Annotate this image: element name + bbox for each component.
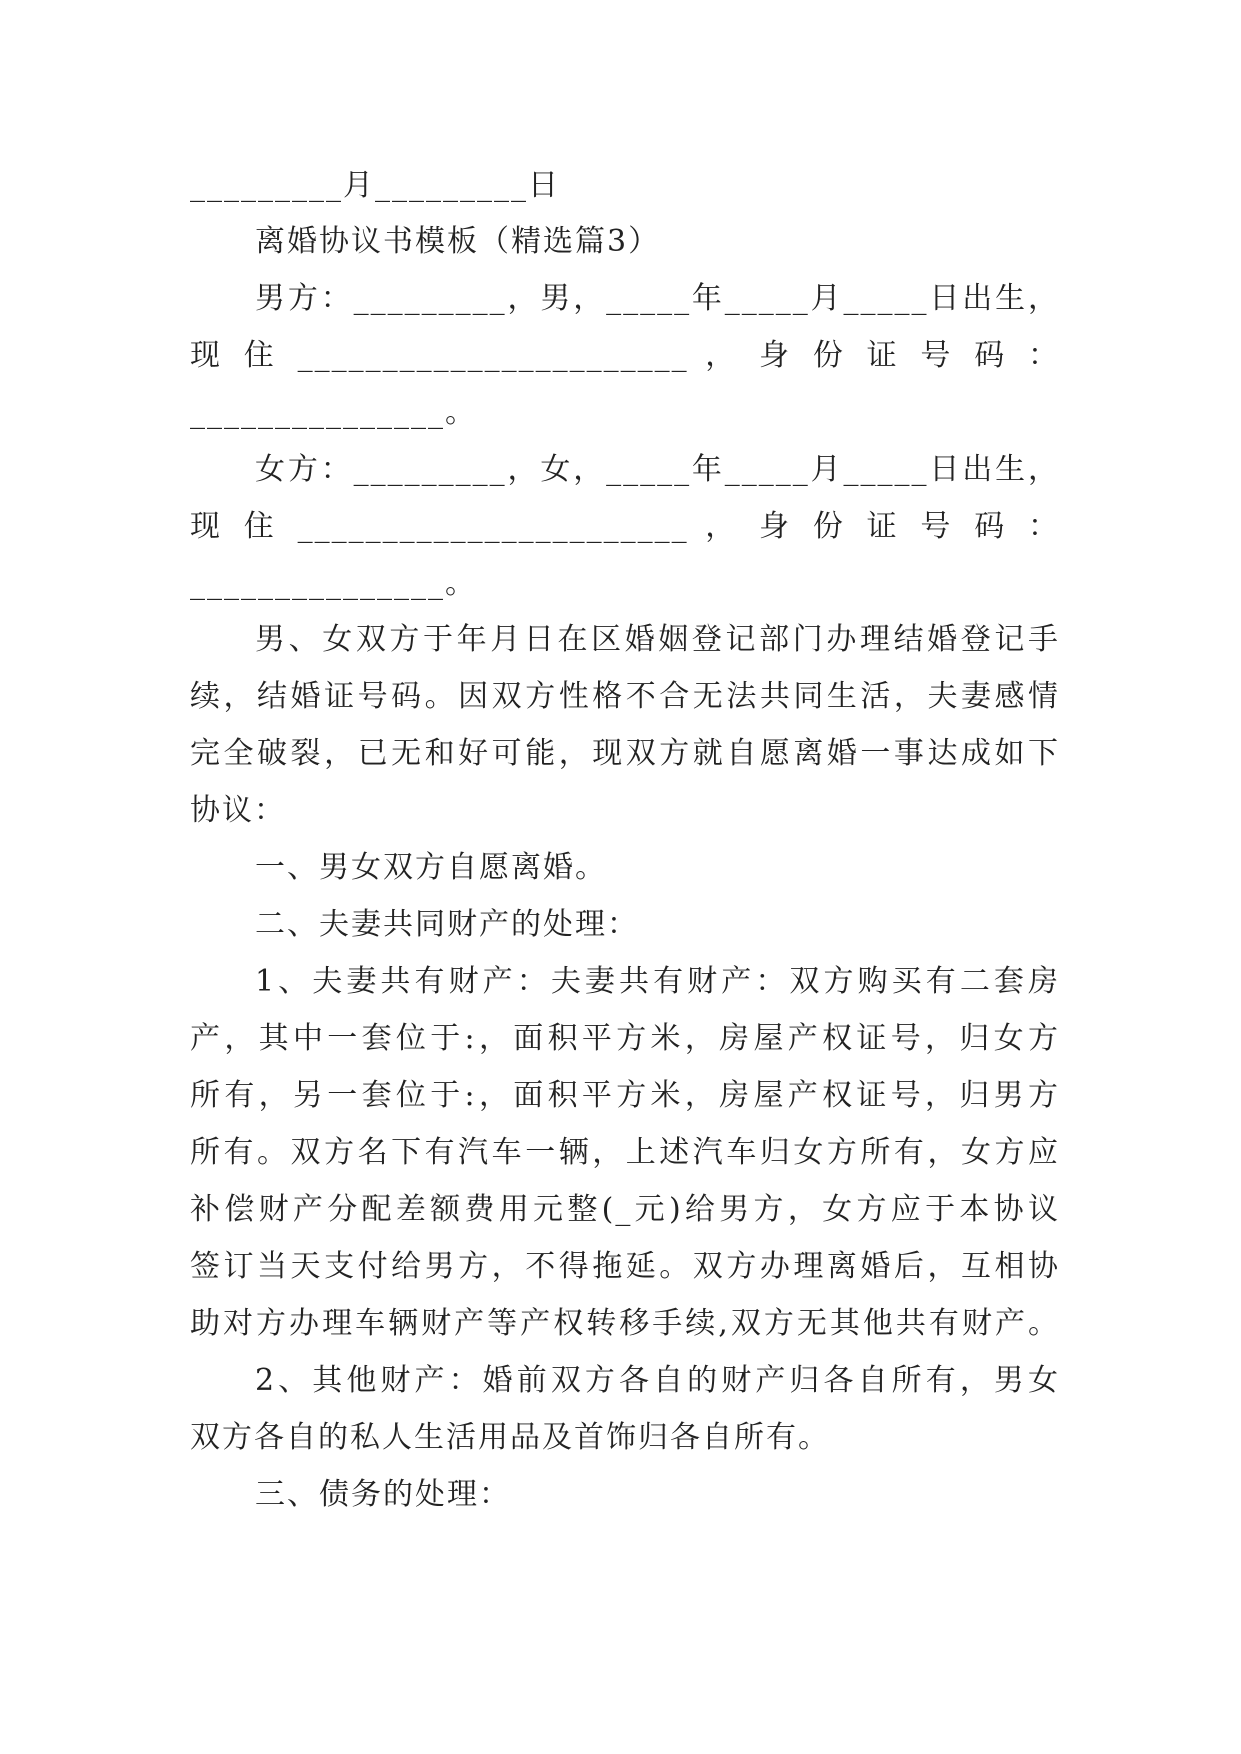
paragraph-line: 协议：: [190, 793, 286, 828]
paragraph-line: 所有。双方名下有汽车一辆，上述汽车归女方所有，女方应: [190, 1135, 1060, 1170]
paragraph-line: 产，其中一套位于:，面积平方米，房屋产权证号，归女方: [190, 1021, 1060, 1056]
section-title: 离婚协议书模板（精选篇3）: [255, 224, 661, 259]
female-address-line: 现 住 _______________________ ， 身 份 证 号 码 ：: [190, 509, 1060, 544]
date-line: _________月_________日: [190, 168, 560, 203]
female-id-line: _______________。: [190, 566, 477, 601]
paragraph-line: 助对方办理车辆财产等产权转移手续,双方无其他共有财产。: [190, 1306, 1060, 1341]
clause-heading: 二、夫妻共同财产的处理：: [255, 907, 639, 942]
paragraph-line: 男、女双方于年月日在区婚姻登记部门办理结婚登记手: [255, 622, 1060, 657]
clause-heading: 三、债务的处理：: [255, 1477, 511, 1512]
paragraph-line: 双方各自的私人生活用品及首饰归各自所有。: [190, 1420, 830, 1455]
paragraph-line: 完全破裂，已无和好可能，现双方就自愿离婚一事达成如下: [190, 736, 1060, 771]
male-id-line: _______________。: [190, 395, 477, 430]
paragraph-line: 2、其他财产：婚前双方各自的财产归各自所有，男女: [255, 1363, 1060, 1398]
paragraph-line: 签订当天支付给男方，不得拖延。双方办理离婚后，互相协: [190, 1249, 1060, 1284]
female-party-line: 女方：_________，女，_____年_____月_____日出生，: [255, 452, 1060, 487]
paragraph-line: 1、夫妻共有财产：夫妻共有财产：双方购买有二套房: [255, 964, 1060, 999]
male-address-line: 现 住 _______________________ ， 身 份 证 号 码 ：: [190, 338, 1060, 373]
paragraph-line: 补偿财产分配差额费用元整(_元)给男方，女方应于本协议: [190, 1192, 1060, 1227]
male-party-line: 男方：_________，男，_____年_____月_____日出生，: [255, 281, 1060, 316]
paragraph-line: 续，结婚证号码。因双方性格不合无法共同生活，夫妻感情: [190, 679, 1060, 714]
clause-heading: 一、男女双方自愿离婚。: [255, 850, 607, 885]
paragraph-line: 所有，另一套位于:，面积平方米，房屋产权证号，归男方: [190, 1078, 1060, 1113]
